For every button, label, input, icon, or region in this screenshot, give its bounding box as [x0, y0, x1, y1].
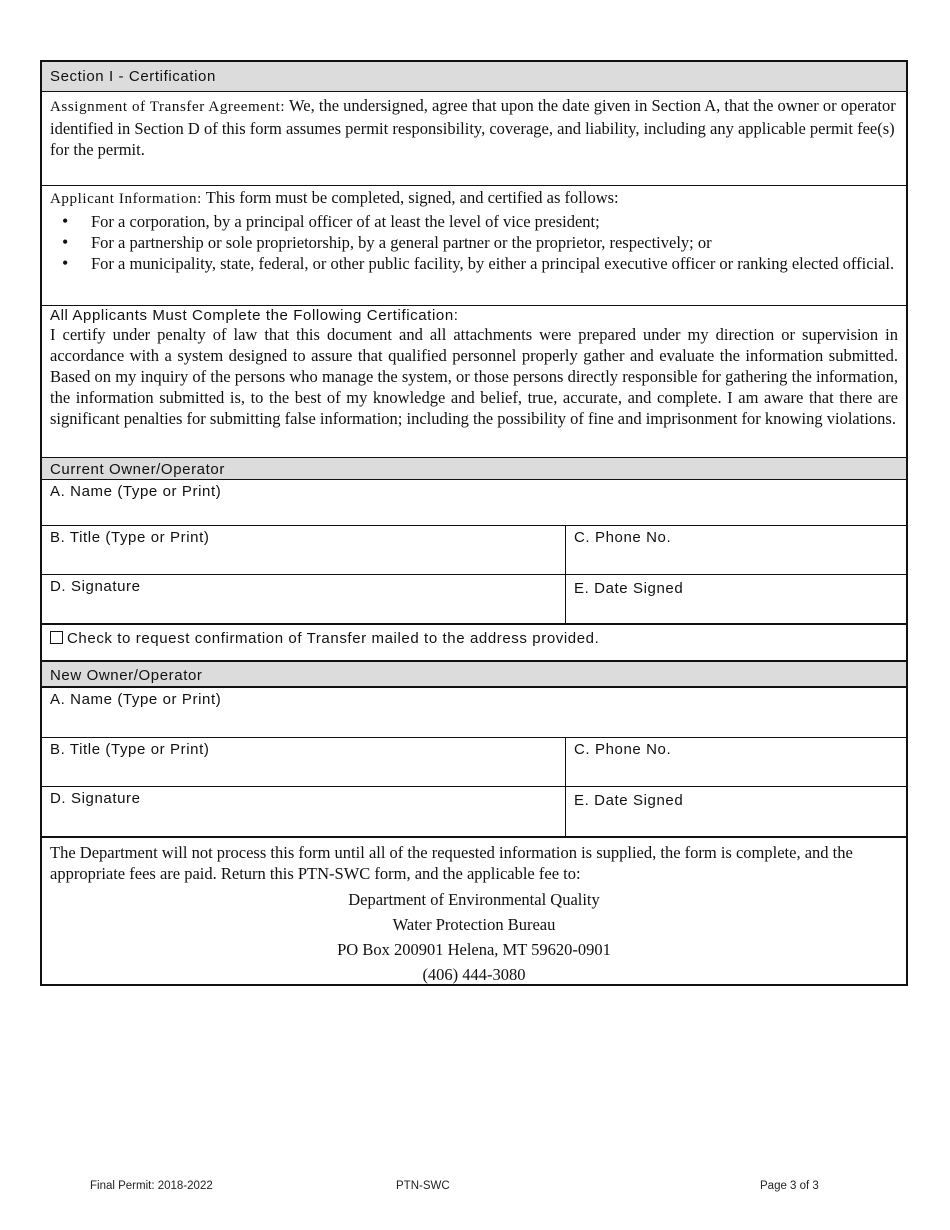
current-owner-date-field[interactable] — [566, 575, 906, 623]
assignment-text: We, the undersigned, agree that upon the date given in Section A, that the owner or operator identified in Section D of this form assumes permit responsibility, coverage, and liability, including any applicable permit fee(s) for the permit. — [50, 96, 896, 159]
current-owner-title-field[interactable] — [42, 526, 566, 574]
current-owner-phone-label: C. Phone No. — [574, 529, 672, 546]
certification-label: All Applicants Must Complete the Following Certification: — [50, 307, 459, 324]
footer-form-code: PTN-SWC — [396, 1180, 450, 1192]
list-item: • For a corporation, by a principal officer of at least the level of vice president; — [50, 211, 898, 232]
new-owner-name-label: A. Name (Type or Print) — [50, 691, 222, 708]
new-owner-phone-field[interactable] — [566, 738, 906, 786]
new-owner-date-label: E. Date Signed — [574, 792, 684, 809]
address-line: Department of Environmental Quality — [348, 890, 600, 909]
new-owner-title-field[interactable] — [42, 738, 566, 786]
current-owner-phone-field[interactable] — [566, 526, 906, 574]
new-owner-header — [42, 662, 906, 688]
footer-page-number: Page 3 of 3 — [760, 1180, 819, 1192]
current-owner-title-phone-row — [42, 526, 906, 575]
current-owner-header-label: Current Owner/Operator — [50, 461, 225, 478]
applicant-text: This form must be completed, signed, and certified as follows: — [205, 188, 619, 207]
section-title: Section I - Certification — [50, 68, 216, 85]
confirmation-checkbox[interactable] — [50, 631, 63, 644]
applicant-info-block — [42, 186, 906, 306]
new-owner-signature-label: D. Signature — [50, 790, 141, 807]
new-owner-header-label: New Owner/Operator — [50, 667, 203, 684]
applicant-bullet-list — [50, 211, 898, 274]
current-owner-name-field[interactable] — [42, 480, 906, 526]
current-owner-signature-field[interactable] — [42, 575, 566, 623]
certification-block — [42, 306, 906, 458]
new-owner-name-field[interactable] — [42, 688, 906, 738]
confirmation-label: Check to request confirmation of Transfer mailed to the address provided. — [67, 630, 600, 647]
current-owner-title-label: B. Title (Type or Print) — [50, 529, 210, 546]
mailing-address — [50, 887, 898, 987]
list-item: • For a partnership or sole proprietorship, by a general partner or the proprietor, respectively; or — [50, 232, 898, 253]
address-line: Water Protection Bureau — [392, 915, 556, 934]
new-owner-date-field[interactable] — [566, 787, 906, 836]
address-phone: (406) 444-3080 — [422, 965, 526, 984]
certification-text: I certify under penalty of law that this document and all attachments were prepared under my direction or supervision in accordance with a system designed to assure that qualified personnel properly gather and evaluate the information submitted. Based on my inquiry of the persons who manage the system, or those persons directly responsible for gathering the information, the information submitted is, to the best of my knowledge and belief, true, accurate, and complete. I am aware that there are significant penalties for submitting false information; including the possibility of fine and imprisonment for knowing violations. — [50, 325, 898, 428]
assignment-label: Assignment of Transfer Agreement: — [50, 99, 286, 115]
notice-block — [42, 838, 906, 984]
confirmation-row — [42, 625, 906, 662]
new-owner-title-phone-row — [42, 738, 906, 787]
current-owner-signature-label: D. Signature — [50, 578, 141, 595]
new-owner-phone-label: C. Phone No. — [574, 741, 672, 758]
notice-text: The Department will not process this form until all of the requested information is supplied, the form is complete, and the appropriate fees are paid. Return this PTN-SWC form, and the applicable fee to: — [50, 843, 853, 883]
applicant-label: Applicant Information: — [50, 191, 202, 207]
new-owner-title-label: B. Title (Type or Print) — [50, 741, 210, 758]
current-owner-date-label: E. Date Signed — [574, 580, 684, 597]
certification-form — [40, 60, 908, 986]
new-owner-signature-date-row — [42, 787, 906, 838]
new-owner-signature-field[interactable] — [42, 787, 566, 836]
current-owner-header — [42, 458, 906, 480]
footer-permit: Final Permit: 2018-2022 — [90, 1180, 213, 1192]
assignment-block — [42, 92, 906, 186]
section-header — [42, 62, 906, 92]
current-owner-signature-date-row — [42, 575, 906, 625]
address-line: PO Box 200901 Helena, MT 59620-0901 — [337, 940, 611, 959]
list-item: • For a municipality, state, federal, or other public facility, by either a principal executive officer or ranking elected official. — [50, 253, 898, 274]
current-owner-name-label: A. Name (Type or Print) — [50, 483, 222, 500]
